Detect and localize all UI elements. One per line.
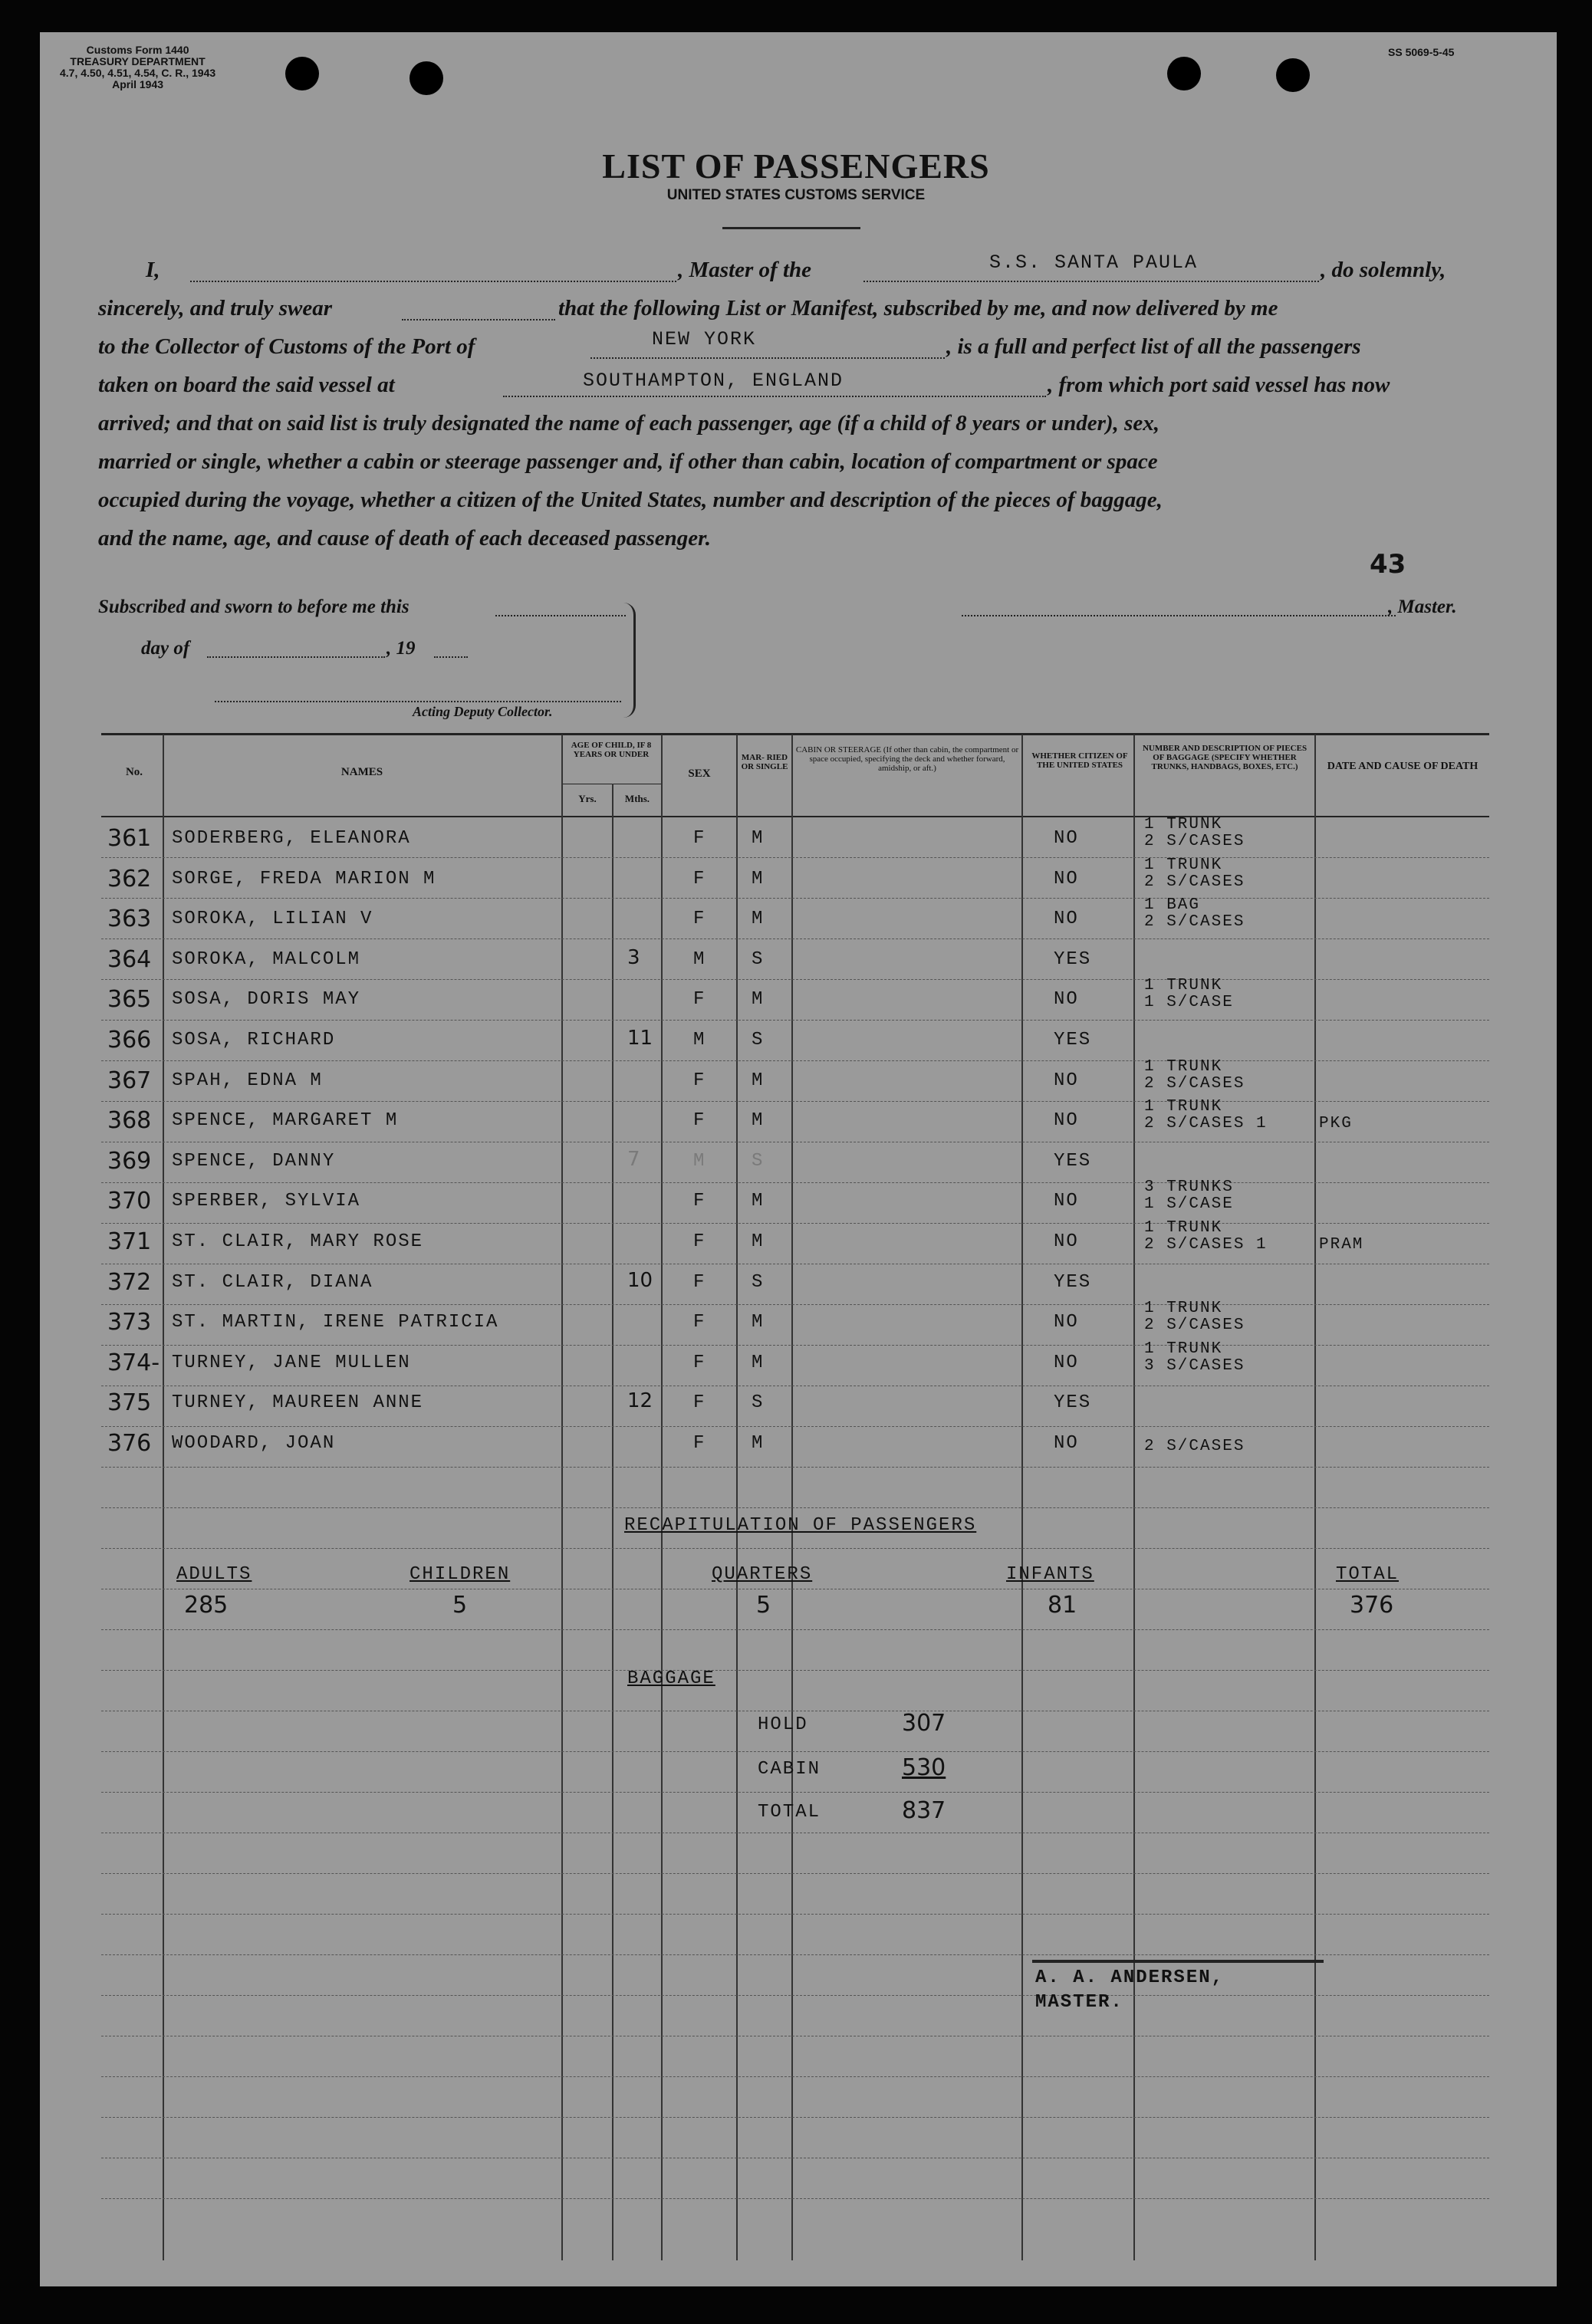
age-months: 10 <box>627 1269 653 1292</box>
passenger-name: SORGE, FREDA MARION M <box>172 869 436 889</box>
passenger-name: SPENCE, MARGARET M <box>172 1110 399 1131</box>
sex: F <box>693 869 706 889</box>
punch-hole <box>1167 57 1201 90</box>
sex: F <box>693 1110 706 1131</box>
baggage-line-1: 1 BAG <box>1144 896 1201 914</box>
passenger-name: SPERBER, SYLVIA <box>172 1191 361 1211</box>
row-number: 362 <box>107 866 152 892</box>
ruled-line <box>101 1101 1489 1102</box>
age-months: 7 <box>627 1148 640 1171</box>
baggage-line-1: 1 TRUNK <box>1144 816 1223 833</box>
header-sex: SEX <box>688 768 711 780</box>
citizen: YES <box>1054 1151 1092 1172</box>
port-of-arrival: NEW YORK <box>652 328 757 350</box>
column-divider <box>1133 735 1135 2260</box>
infants-value: 81 <box>1048 1592 1077 1619</box>
baggage-extra: PKG <box>1319 1115 1353 1132</box>
passenger-name: SOSA, DORIS MAY <box>172 989 361 1010</box>
table-top-rule <box>101 733 1489 735</box>
oath-text: I, <box>146 258 160 282</box>
passenger-name: SOSA, RICHARD <box>172 1030 336 1050</box>
baggage-line-2: 2 S/CASES <box>1144 1316 1245 1334</box>
dotted-line <box>503 396 1046 397</box>
baggage-line-1: 3 TRUNKS <box>1144 1178 1234 1196</box>
sex: F <box>693 1070 706 1091</box>
citizen: YES <box>1054 1272 1092 1293</box>
master-label: , Master. <box>1388 597 1457 617</box>
oath-text: , is a full and perfect list of all the passengers <box>946 334 1361 359</box>
baggage-line-1: 1 TRUNK <box>1144 1340 1223 1358</box>
baggage-line-1: 1 TRUNK <box>1144 1098 1223 1116</box>
form-department: TREASURY DEPARTMENT <box>70 55 206 67</box>
header-names: NAMES <box>340 766 383 778</box>
dotted-line <box>962 615 1396 616</box>
citizen: NO <box>1054 1353 1079 1373</box>
adults-label: ADULTS <box>176 1564 252 1585</box>
passenger-name: SPAH, EDNA M <box>172 1070 323 1091</box>
punch-hole <box>1276 58 1310 92</box>
sex: F <box>693 1392 706 1413</box>
row-number: 369 <box>107 1148 152 1175</box>
form-number: Customs Form 1440 <box>86 44 189 56</box>
vessel-name: S.S. SANTA PAULA <box>989 251 1199 274</box>
dotted-line <box>190 281 676 282</box>
dotted-line <box>863 281 1319 282</box>
port-of-departure: SOUTHAMPTON, ENGLAND <box>583 370 844 392</box>
children-value: 5 <box>452 1592 468 1619</box>
ruled-line <box>101 1873 1489 1874</box>
master-title: MASTER. <box>1035 1992 1123 2013</box>
citizen: YES <box>1054 1392 1092 1413</box>
header-baggage: NUMBER AND DESCRIPTION OF PIECES OF BAGGAGE (SPECIFY WHETHER TRUNKS, HANDBAGS, BOXES, ETC.) <box>1142 744 1307 771</box>
citizen: NO <box>1054 1433 1079 1454</box>
oath-text: , from which port said vessel has now <box>1048 373 1390 397</box>
column-divider <box>1314 735 1316 2260</box>
baggage-line-1: 1 TRUNK <box>1144 977 1223 994</box>
baggage-line-1: 1 TRUNK <box>1144 1300 1223 1317</box>
infants-label: INFANTS <box>1006 1564 1094 1585</box>
baggage-line-1: 1 TRUNK <box>1144 1219 1223 1237</box>
sex: F <box>693 1353 706 1373</box>
oath-text: occupied during the voyage, whether a citizen of the United States, number and description of the pieces of baggage, <box>98 488 1163 512</box>
ruled-line <box>101 1670 1489 1671</box>
baggage-line-2: 1 S/CASE <box>1144 1195 1234 1213</box>
baggage-line-2: 1 S/CASE <box>1144 994 1234 1011</box>
marital-status: M <box>752 1191 765 1211</box>
row-number: 366 <box>107 1027 152 1054</box>
age-months: 11 <box>627 1027 653 1050</box>
citizen: NO <box>1054 909 1079 929</box>
column-divider <box>791 735 793 2260</box>
row-number: 365 <box>107 986 152 1013</box>
header-no: No. <box>125 766 143 778</box>
age-months: 3 <box>627 946 640 969</box>
row-number: 375 <box>107 1389 152 1416</box>
row-number: 364 <box>107 946 152 973</box>
row-number: 363 <box>107 906 152 932</box>
sex: M <box>693 949 706 970</box>
hold-label: HOLD <box>758 1714 808 1735</box>
dotted-line <box>495 615 626 616</box>
adults-value: 285 <box>184 1592 229 1619</box>
header-cabin: CABIN OR STEERAGE (If other than cabin, the compartment or space occupied, specifying the deck and whether forward, amidship, or aft.) <box>795 745 1019 773</box>
column-divider <box>661 735 663 2260</box>
header-mths: Mths. <box>624 793 650 804</box>
passenger-name: WOODARD, JOAN <box>172 1433 336 1454</box>
passenger-name: SOROKA, LILIAN V <box>172 909 373 929</box>
ruled-line <box>101 1020 1489 1021</box>
sex: M <box>693 1151 706 1172</box>
brace <box>623 603 636 718</box>
citizen: NO <box>1054 1231 1079 1252</box>
passenger-name: ST. CLAIR, MARY ROSE <box>172 1231 424 1252</box>
header-married: MAR- RIED OR SINGLE <box>741 753 788 771</box>
baggage-line-2: 2 S/CASES <box>1144 873 1245 891</box>
header-death: DATE AND CAUSE OF DEATH <box>1327 761 1479 772</box>
citizen: YES <box>1054 1030 1092 1050</box>
citizen: YES <box>1054 949 1092 970</box>
oath-text: , Master of the <box>678 258 811 282</box>
baggage-total-value: 837 <box>902 1797 946 1824</box>
dotted-line <box>434 656 468 658</box>
oath-text: arrived; and that on said list is truly designated the name of each passenger, age (if a child of 8 years or under), sex, <box>98 411 1159 436</box>
ruled-line <box>101 898 1489 899</box>
baggage-line-2: 2 S/CASES 1 <box>1144 1115 1268 1132</box>
passenger-name: SOROKA, MALCOLM <box>172 949 361 970</box>
quarters-label: QUARTERS <box>712 1564 813 1585</box>
form-date: April 1943 <box>112 78 164 90</box>
baggage-extra: PRAM <box>1319 1236 1364 1254</box>
ruled-line <box>101 1629 1489 1630</box>
header-citizen: WHETHER CITIZEN OF THE UNITED STATES <box>1031 751 1128 770</box>
marital-status: S <box>752 1392 765 1413</box>
baggage-line-2: 3 S/CASES <box>1144 1357 1245 1375</box>
ruled-line <box>101 2076 1489 2077</box>
ruled-line <box>101 1426 1489 1427</box>
passenger-name: SPENCE, DANNY <box>172 1151 336 1172</box>
marital-status: S <box>752 1030 765 1050</box>
row-number: 372 <box>107 1269 152 1296</box>
master-name: A. A. ANDERSEN, <box>1035 1967 1225 1988</box>
ruled-line <box>101 1182 1489 1183</box>
passenger-name: SODERBERG, ELEANORA <box>172 828 411 849</box>
cabin-label: CABIN <box>758 1759 821 1780</box>
citizen: NO <box>1054 869 1079 889</box>
marital-status: S <box>752 949 765 970</box>
marital-status: M <box>752 1312 765 1333</box>
row-number: 373 <box>107 1309 152 1336</box>
ruled-line <box>101 1223 1489 1224</box>
oath-text: that the following List or Manifest, subscribed by me, and now delivered by me <box>558 296 1278 320</box>
marital-status: M <box>752 828 765 849</box>
marital-status: M <box>752 1110 765 1131</box>
row-number: 361 <box>107 825 152 852</box>
signature-rule <box>1032 1960 1324 1963</box>
ruled-line <box>101 1467 1489 1468</box>
sex: F <box>693 1272 706 1293</box>
ruled-line <box>101 2117 1489 2118</box>
column-divider <box>163 735 164 2260</box>
ruled-line <box>101 1060 1489 1061</box>
oath-text: to the Collector of Customs of the Port of <box>98 334 475 359</box>
passenger-name: TURNEY, MAUREEN ANNE <box>172 1392 424 1413</box>
column-divider <box>612 784 613 2260</box>
ruled-line <box>101 1345 1489 1346</box>
ruled-line <box>101 1914 1489 1915</box>
oath-text: , do solemnly, <box>1321 258 1446 282</box>
collector-label: Acting Deputy Collector. <box>413 704 553 719</box>
baggage-line-1: 1 TRUNK <box>1144 1058 1223 1076</box>
punch-hole <box>285 57 319 90</box>
ruled-line <box>101 857 1489 858</box>
baggage-line-2: 2 S/CASES <box>1144 913 1245 931</box>
age-months: 12 <box>627 1389 653 1412</box>
marital-status: M <box>752 1231 765 1252</box>
citizen: NO <box>1054 828 1079 849</box>
passenger-name: ST. MARTIN, IRENE PATRICIA <box>172 1312 499 1333</box>
sex: F <box>693 1312 706 1333</box>
dotted-line <box>215 701 621 702</box>
dotted-line <box>590 357 945 359</box>
ruled-line <box>101 1954 1489 1955</box>
ruled-line <box>101 938 1489 939</box>
citizen: NO <box>1054 989 1079 1010</box>
header-yrs: Yrs. <box>578 793 597 804</box>
marital-status: S <box>752 1151 765 1172</box>
sex: F <box>693 989 706 1010</box>
ruled-line <box>101 1751 1489 1752</box>
page-title: LIST OF PASSENGERS <box>602 146 990 186</box>
baggage-line-2: 2 S/CASES <box>1144 1438 1245 1455</box>
sworn-text: day of <box>141 638 190 659</box>
punch-hole <box>410 61 443 95</box>
sworn-text: Subscribed and sworn to before me this <box>98 597 410 617</box>
sex: F <box>693 1191 706 1211</box>
row-number: 367 <box>107 1067 152 1094</box>
column-divider <box>736 735 738 2260</box>
ruled-line <box>101 979 1489 980</box>
total-value: 376 <box>1350 1592 1394 1619</box>
form-citation: 4.7, 4.50, 4.51, 4.54, C. R., 1943 <box>60 67 216 79</box>
marital-status: M <box>752 1353 765 1373</box>
marital-status: S <box>752 1272 765 1293</box>
citizen: NO <box>1054 1070 1079 1091</box>
column-divider <box>1021 735 1023 2260</box>
sex: F <box>693 1231 706 1252</box>
baggage-line-2: 2 S/CASES <box>1144 1075 1245 1093</box>
citizen: NO <box>1054 1110 1079 1131</box>
passenger-name: ST. CLAIR, DIANA <box>172 1272 373 1293</box>
row-number: 376 <box>107 1430 152 1457</box>
children-label: CHILDREN <box>410 1564 511 1585</box>
title-rule <box>722 227 860 229</box>
hold-value: 307 <box>902 1710 946 1737</box>
sex: F <box>693 1433 706 1454</box>
row-number: 368 <box>107 1107 152 1134</box>
citizen: NO <box>1054 1312 1079 1333</box>
marital-status: M <box>752 1433 765 1454</box>
oath-text: taken on board the said vessel at <box>98 373 395 397</box>
ruled-line <box>101 1304 1489 1305</box>
header-age: AGE OF CHILD, IF 8 YEARS OR UNDER <box>571 741 652 759</box>
form-identifier <box>60 44 215 90</box>
baggage-line-2: 2 S/CASES <box>1144 833 1245 850</box>
ruled-line <box>101 2198 1489 2199</box>
ruled-line <box>101 1792 1489 1793</box>
marital-status: M <box>752 989 765 1010</box>
passenger-name: TURNEY, JANE MULLEN <box>172 1353 411 1373</box>
sex: M <box>693 1030 706 1050</box>
ruled-line <box>101 1995 1489 1996</box>
marital-status: M <box>752 1070 765 1091</box>
page-subtitle: UNITED STATES CUSTOMS SERVICE <box>666 187 926 203</box>
table-header-rule <box>101 816 1489 817</box>
row-number: 371 <box>107 1228 152 1255</box>
baggage-line-1: 1 TRUNK <box>1144 856 1223 874</box>
row-number: 370 <box>107 1188 152 1215</box>
baggage-title: BAGGAGE <box>627 1668 715 1689</box>
total-label: TOTAL <box>1336 1564 1400 1585</box>
baggage-total-label: TOTAL <box>758 1802 821 1823</box>
dotted-line <box>207 656 385 658</box>
baggage-line-2: 2 S/CASES 1 <box>1144 1236 1268 1254</box>
recap-title: RECAPITULATION OF PASSENGERS <box>624 1515 977 1536</box>
page-number: 43 <box>1370 549 1406 580</box>
row-number: 374- <box>107 1349 160 1376</box>
quarters-value: 5 <box>756 1592 771 1619</box>
dotted-line <box>402 319 555 320</box>
citizen: NO <box>1054 1191 1079 1211</box>
ruled-line <box>101 1548 1489 1549</box>
column-divider <box>561 735 563 2260</box>
sex: F <box>693 909 706 929</box>
oath-text: and the name, age, and cause of death of each deceased passenger. <box>98 526 712 551</box>
marital-status: M <box>752 869 765 889</box>
ruled-line <box>101 1507 1489 1508</box>
print-code: SS 5069-5-45 <box>1388 46 1455 58</box>
oath-text: sincerely, and truly swear <box>98 296 333 320</box>
sworn-text: , 19 <box>386 638 416 659</box>
cabin-value: 530 <box>902 1754 946 1781</box>
marital-status: M <box>752 909 765 929</box>
oath-text: married or single, whether a cabin or steerage passenger and, if other than cabin, location of compartment or space <box>98 449 1158 474</box>
sex: F <box>693 828 706 849</box>
